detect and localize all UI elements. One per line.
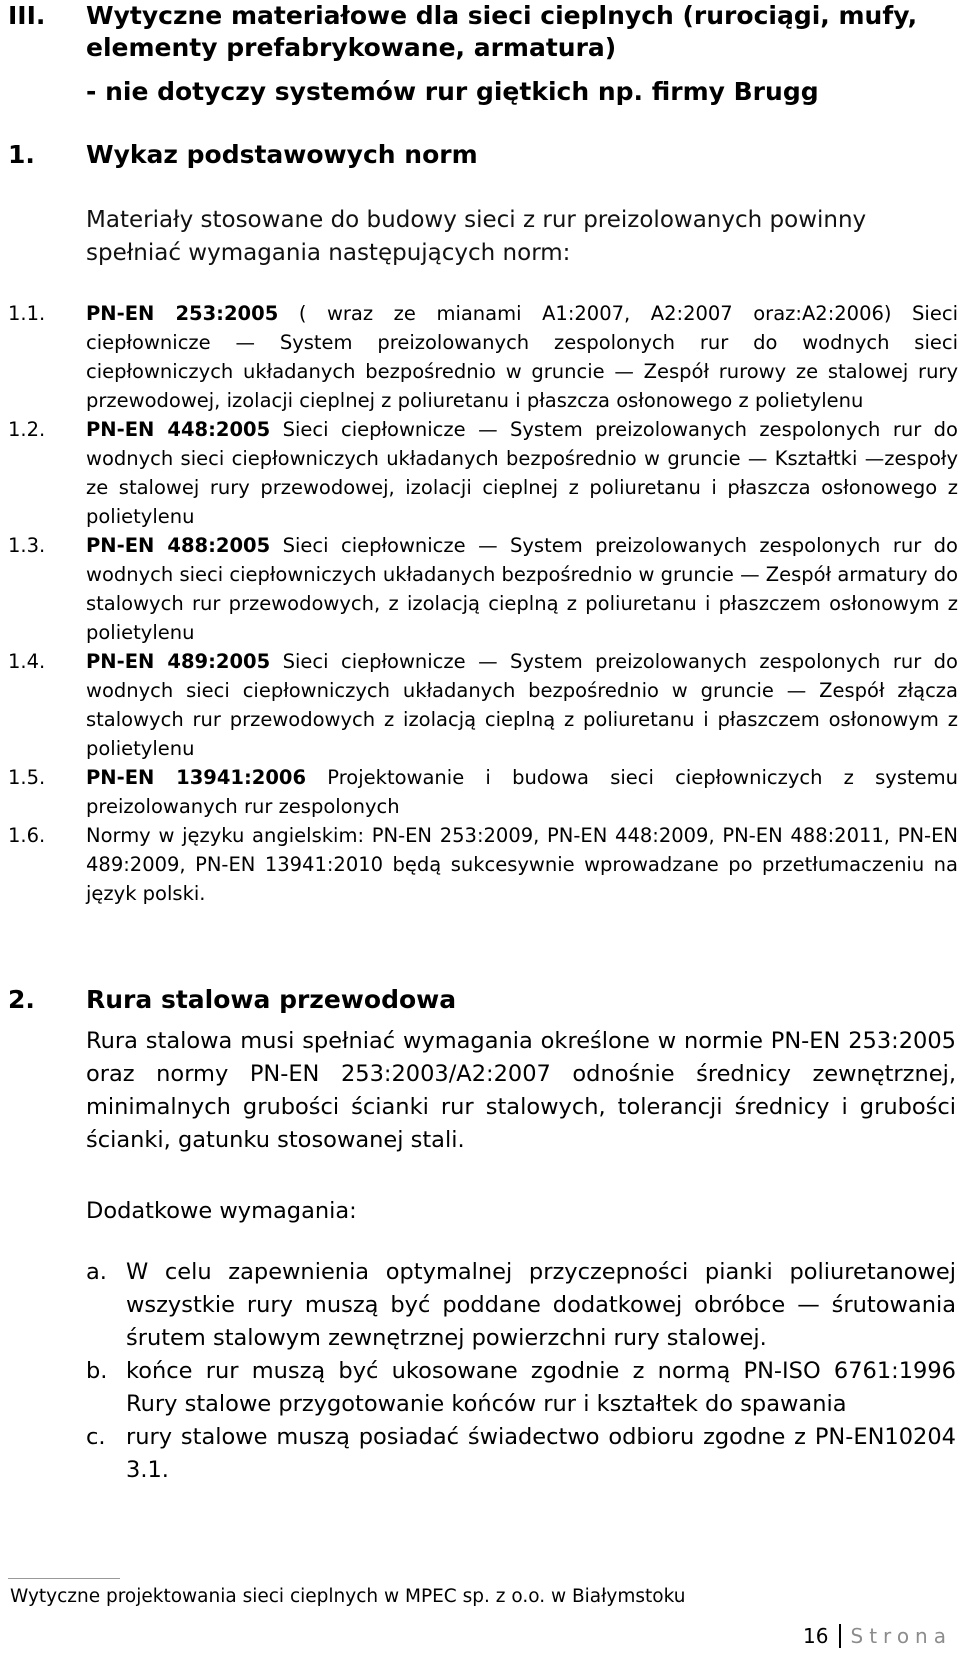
section-2-title: Rura stalowa przewodowa (86, 985, 457, 1014)
requirement-text: W celu zapewnienia optymalnej przyczepności pianki poliuretanowej wszystkie rury muszą być poddane dodatkowej obróbce — śrutowania śrutem stalowym zewnętrznej powierzchni rury stalowej. (126, 1259, 956, 1351)
section-2-heading (8, 985, 456, 1014)
chapter-heading (8, 0, 958, 106)
norm-code: PN-EN 448:2005 (86, 418, 271, 441)
item-letter: b. (86, 1358, 108, 1384)
footer-divider (8, 1578, 120, 1579)
norm-text: Sieci ciepłownicze — System preizolowanych zespolonych rur do wodnych sieci ciepłowniczych układanych bezpośrednio w gruncie — Kształtki —zespoły ze stalowej rury przewodowej, izolacji cieplnej z poliuretanu i płaszcza osłonowego z polietylenu (86, 418, 958, 528)
section-1-title: Wykaz podstawowych norm (86, 140, 478, 169)
footer-text: Wytyczne projektowania sieci cieplnych w MPEC sp. z o.o. w Białymstoku (10, 1586, 686, 1607)
requirement-text: końce rur muszą być ukosowane zgodnie z normą PN-ISO 6761:1996 Rury stalowe przygotowanie końców rur i kształtek do spawania (126, 1358, 956, 1417)
norm-text: Projektowanie i budowa sieci ciepłowniczych z systemu preizolowanych rur zespolonych (86, 766, 959, 818)
requirement-text: rury stalowe muszą posiadać świadectwo odbioru zgodne z PN-EN10204 3.1. (126, 1424, 956, 1483)
item-number: 1.6. (8, 824, 46, 847)
item-number: 1.5. (8, 766, 46, 789)
norm-code: PN-EN 488:2005 (86, 534, 271, 557)
chapter-title: Wytyczne materiałowe dla sieci cieplnych (rurociągi, mufy, elementy prefabrykowane, armatura) (86, 1, 918, 62)
page-label: Strona (850, 1624, 952, 1648)
list-item (8, 299, 958, 415)
list-item (86, 1421, 956, 1487)
item-letter: a. (86, 1259, 107, 1285)
norm-code: PN-EN 489:2005 (86, 650, 271, 673)
requirements-list (86, 1256, 956, 1487)
norm-text: Sieci ciepłownicze — System preizolowanych zespolonych rur do wodnych sieci ciepłowniczych układanych bezpośrednio w gruncie — Zespół złącza stalowych rur przewodowych z izolacją cieplną z poliuretanu i płaszczem osłonowym z polietylenu (86, 650, 958, 760)
list-item (86, 1355, 956, 1421)
list-item (8, 531, 958, 647)
norm-code: PN-EN 13941:2006 (86, 766, 307, 789)
item-letter: c. (86, 1424, 106, 1450)
section-2-number: 2. (8, 985, 35, 1014)
item-number: 1.4. (8, 650, 46, 673)
section-2-paragraph: Rura stalowa musi spełniać wymagania określone w normie PN-EN 253:2005 oraz normy PN-EN 253:2003/A2:2007 odnośnie średnicy zewnętrznej, minimalnych grubości ścianki rur stalowych, tolerancji średnicy i grubości ścianki, gatunku stosowanej stali. (86, 1028, 956, 1153)
page-number-value: 16 (803, 1624, 829, 1648)
page-number (803, 1624, 952, 1648)
item-number: 1.3. (8, 534, 46, 557)
norm-text: Normy w języku angielskim: PN-EN 253:2009, PN-EN 448:2009, PN-EN 488:2011, PN-EN 489:2009, PN-EN 13941:2010 będą sukcesywnie wprowadzane po przetłumaczeniu na język polski. (86, 824, 958, 905)
list-item (8, 821, 958, 908)
chapter-subtitle: - nie dotyczy systemów rur giętkich np. firmy Brugg (86, 77, 819, 106)
section-1-heading (8, 140, 478, 169)
norm-text: ( wraz ze mianami A1:2007, A2:2007 oraz:A2:2006) Sieci ciepłownicze — System preizolowanych zespolonych rur do wodnych sieci ciepłowniczych układanych bezpośrednio w gruncie — Zespół rurowy ze stalowej rury przewodowej, izolacji cieplnej z poliuretanu i płaszcza osłonowego z polietylenu (86, 302, 958, 412)
list-item (8, 415, 958, 531)
page-separator (839, 1624, 841, 1648)
norm-text: Sieci ciepłownicze — System preizolowanych zespolonych rur do wodnych sieci ciepłowniczych układanych bezpośrednio w gruncie — Zespół armatury do stalowych rur przewodowych, z izolacją cieplną z poliuretanu i płaszczem osłonowym z polietylenu (86, 534, 958, 644)
chapter-number: III. (8, 1, 46, 30)
list-item (86, 1256, 956, 1355)
item-number: 1.1. (8, 302, 46, 325)
section-1-intro: Materiały stosowane do budowy sieci z rur preizolowanych powinny spełniać wymagania następujących norm: (86, 207, 867, 266)
norms-list (8, 299, 958, 908)
item-number: 1.2. (8, 418, 46, 441)
list-item (8, 647, 958, 763)
section-1-number: 1. (8, 140, 35, 169)
norm-code: PN-EN 253:2005 (86, 302, 279, 325)
additional-requirements-label: Dodatkowe wymagania: (86, 1198, 357, 1224)
list-item (8, 763, 958, 821)
